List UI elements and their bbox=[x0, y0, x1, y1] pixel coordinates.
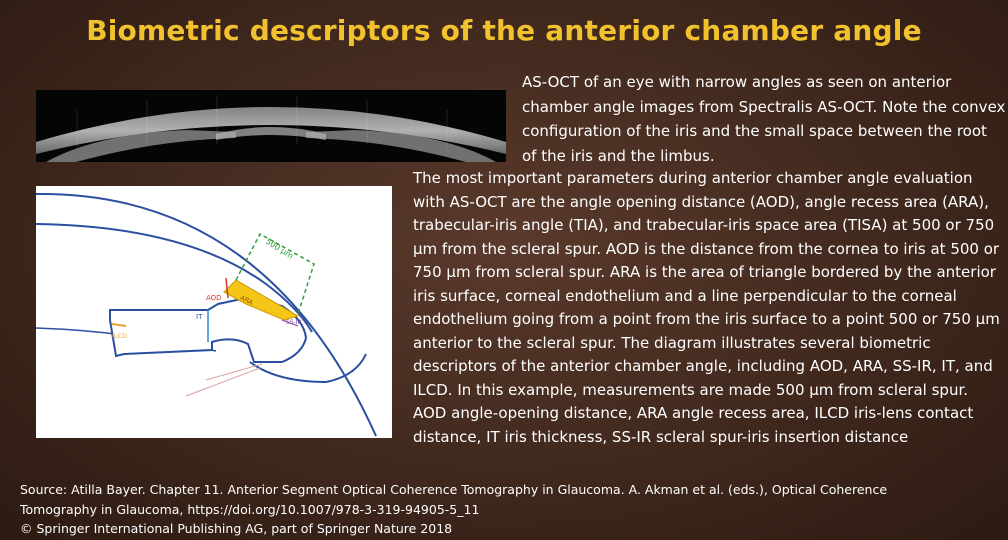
source-citation bbox=[20, 480, 1000, 539]
zonule-line bbox=[186, 368, 260, 396]
aod-line bbox=[226, 278, 228, 298]
source-line-2: Tomography in Glaucoma, https://doi.org/10.1007/978-3-319-94905-5_11 bbox=[20, 501, 480, 517]
angle-diagram-svg bbox=[36, 186, 392, 438]
parameters-description: The most important parameters during anterior chamber angle evaluation with AS-OCT are the angle opening distance (AOD), angle recess area (ARA), trabecular-iris angle (TIA), and trabecular-iris space area (TISA) at 500 or 750 µm from the scleral spur. AOD is the distance from the cornea to iris at 500 or 750 µm from scleral spur. ARA is the area of triangle bordered by the anterior iris surface, corneal endothelium and a line perpendicular to the corneal endothelium going from a point from the iris surface to a point 500 or 750 µm anterior to the scleral spur. The diagram illustrates several biometric descriptors of the anterior chamber angle, including AOD, ARA, SS-IR, IT, and ILCD. In this example, measurements are made 500 µm from scleral spur. AOD angle-opening distance, ARA angle recess area, ILCD iris-lens contact distance, IT iris thickness, SS-IR scleral spur-iris insertion distance bbox=[413, 169, 1000, 446]
as-oct-image bbox=[36, 90, 506, 162]
source-line-1: Source: Atilla Bayer. Chapter 11. Anterior Segment Optical Coherence Tomography in Glaucoma. A. Akman et al. (eds.), Optical Coherence bbox=[20, 482, 888, 497]
label-ara: ARA bbox=[238, 293, 255, 307]
slide-title: Biometric descriptors of the anterior chamber angle bbox=[86, 14, 922, 47]
source-line-3: © Springer International Publishing AG, part of Springer Nature 2018 bbox=[20, 521, 453, 536]
label-it: IT bbox=[196, 313, 203, 321]
angle-diagram bbox=[36, 186, 392, 438]
oct-caption: AS-OCT of an eye with narrow angles as seen on anterior chamber angle images from Spectralis AS-OCT. Note the convex configuration of the iris and the small space between the root of the iris and the limbus. bbox=[522, 73, 1006, 165]
label-aod: AOD bbox=[206, 294, 222, 302]
label-500um: 500 µm bbox=[264, 236, 295, 261]
label-ilcd: ILCD bbox=[112, 332, 128, 340]
as-oct-scan bbox=[36, 90, 506, 162]
label-ssir: SS-IR bbox=[286, 319, 302, 326]
